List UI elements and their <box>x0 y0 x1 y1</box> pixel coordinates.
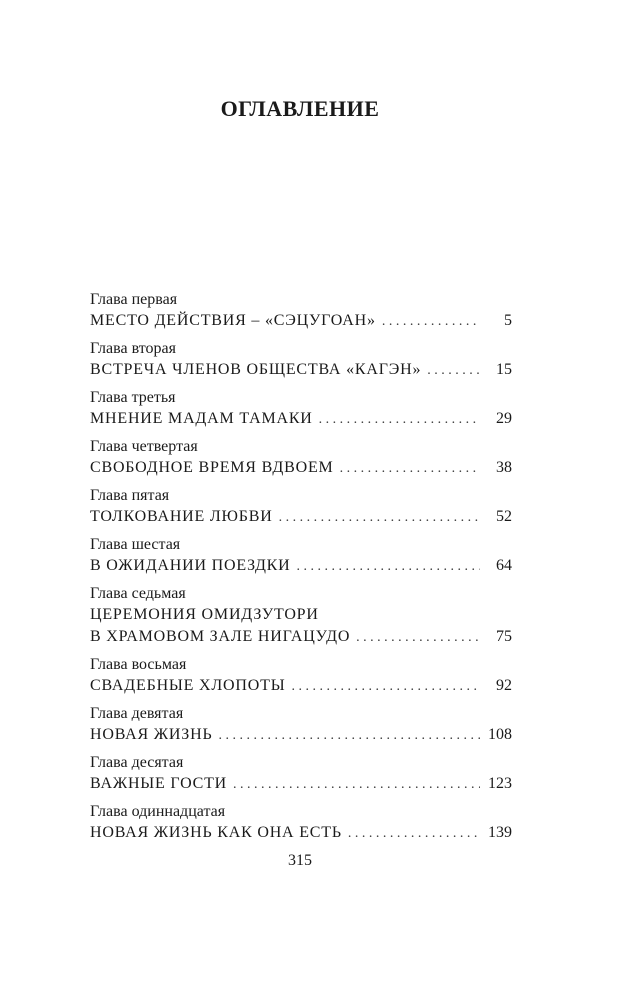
chapter-page-number: 38 <box>496 459 512 476</box>
chapter-label: Глава седьмая <box>90 585 186 602</box>
page-number: 315 <box>288 852 312 869</box>
chapter-title-row <box>90 724 512 746</box>
toc-entry[interactable] <box>90 802 512 844</box>
toc-entry[interactable] <box>90 535 512 577</box>
chapter-page-number: 108 <box>488 726 512 743</box>
dot-leader <box>421 360 480 382</box>
chapter-title-row <box>90 675 512 697</box>
toc-entry[interactable] <box>90 290 512 332</box>
chapter-page-number: 75 <box>496 628 512 645</box>
chapter-title-row <box>90 626 512 648</box>
chapter-label: Глава пятая <box>90 487 170 504</box>
toc-entry[interactable] <box>90 584 512 648</box>
page-title: ОГЛАВЛЕНИЕ <box>220 96 380 121</box>
chapter-page-number: 123 <box>488 775 512 792</box>
dot-leader <box>342 823 480 845</box>
chapter-page-number: 15 <box>496 361 512 378</box>
chapter-label: Глава восьмая <box>90 656 187 673</box>
chapter-label: Глава одиннадцатая <box>90 803 226 820</box>
chapter-title: ВСТРЕЧА ЧЛЕНОВ ОБЩЕСТВА «КАГЭН» <box>90 361 422 378</box>
chapter-title-row <box>90 359 512 381</box>
chapter-title-line: ЦЕРЕМОНИЯ ОМИДЗУТОРИ <box>90 606 319 623</box>
chapter-label: Глава третья <box>90 389 176 406</box>
chapter-title-row <box>90 310 512 332</box>
toc-entry[interactable] <box>90 339 512 381</box>
chapter-title: В ОЖИДАНИИ ПОЕЗДКИ <box>90 557 291 574</box>
chapter-page-number: 139 <box>488 824 512 841</box>
dot-leader <box>313 409 480 431</box>
dot-leader <box>334 458 480 480</box>
chapter-title-row <box>90 457 512 479</box>
dot-leader <box>376 311 480 333</box>
chapter-title: СВАДЕБНЫЕ ХЛОПОТЫ <box>90 677 286 694</box>
chapter-title-row <box>90 408 512 430</box>
chapter-title-row <box>90 822 512 844</box>
chapter-title: ВАЖНЫЕ ГОСТИ <box>90 775 228 792</box>
toc-entry[interactable] <box>90 437 512 479</box>
chapter-label: Глава шестая <box>90 536 181 553</box>
chapter-page-number: 52 <box>496 508 512 525</box>
dot-leader <box>291 556 480 578</box>
chapter-title-row <box>90 773 512 795</box>
chapter-title: МЕСТО ДЕЙСТВИЯ – «СЭЦУГОАН» <box>90 312 376 329</box>
dot-leader <box>227 774 480 796</box>
dot-leader <box>350 627 480 649</box>
chapter-title: В ХРАМОВОМ ЗАЛЕ НИГАЦУДО <box>90 628 351 645</box>
chapter-page-number: 92 <box>496 677 512 694</box>
chapter-label: Глава девятая <box>90 705 184 722</box>
chapter-title-row <box>90 506 512 528</box>
chapter-label: Глава первая <box>90 291 178 308</box>
chapter-title: НОВАЯ ЖИЗНЬ КАК ОНА ЕСТЬ <box>90 824 342 841</box>
chapter-label: Глава вторая <box>90 340 176 357</box>
dot-leader <box>285 676 480 698</box>
table-of-contents <box>90 290 512 851</box>
chapter-label: Глава десятая <box>90 754 184 771</box>
chapter-title-row <box>90 555 512 577</box>
toc-entry[interactable] <box>90 486 512 528</box>
chapter-title: ТОЛКОВАНИЕ ЛЮБВИ <box>90 508 273 525</box>
toc-entry[interactable] <box>90 388 512 430</box>
chapter-title: СВОБОДНОЕ ВРЕМЯ ВДВОЕМ <box>90 459 334 476</box>
toc-entry[interactable] <box>90 753 512 795</box>
dot-leader <box>273 507 480 529</box>
chapter-title: МНЕНИЕ МАДАМ ТАМАКИ <box>90 410 313 427</box>
dot-leader <box>212 725 480 747</box>
chapter-page-number: 64 <box>496 557 512 574</box>
chapter-page-number: 5 <box>504 312 512 329</box>
chapter-label: Глава четвертая <box>90 438 198 455</box>
chapter-title: НОВАЯ ЖИЗНЬ <box>90 726 213 743</box>
toc-entry[interactable] <box>90 655 512 697</box>
chapter-page-number: 29 <box>496 410 512 427</box>
toc-entry[interactable] <box>90 704 512 746</box>
